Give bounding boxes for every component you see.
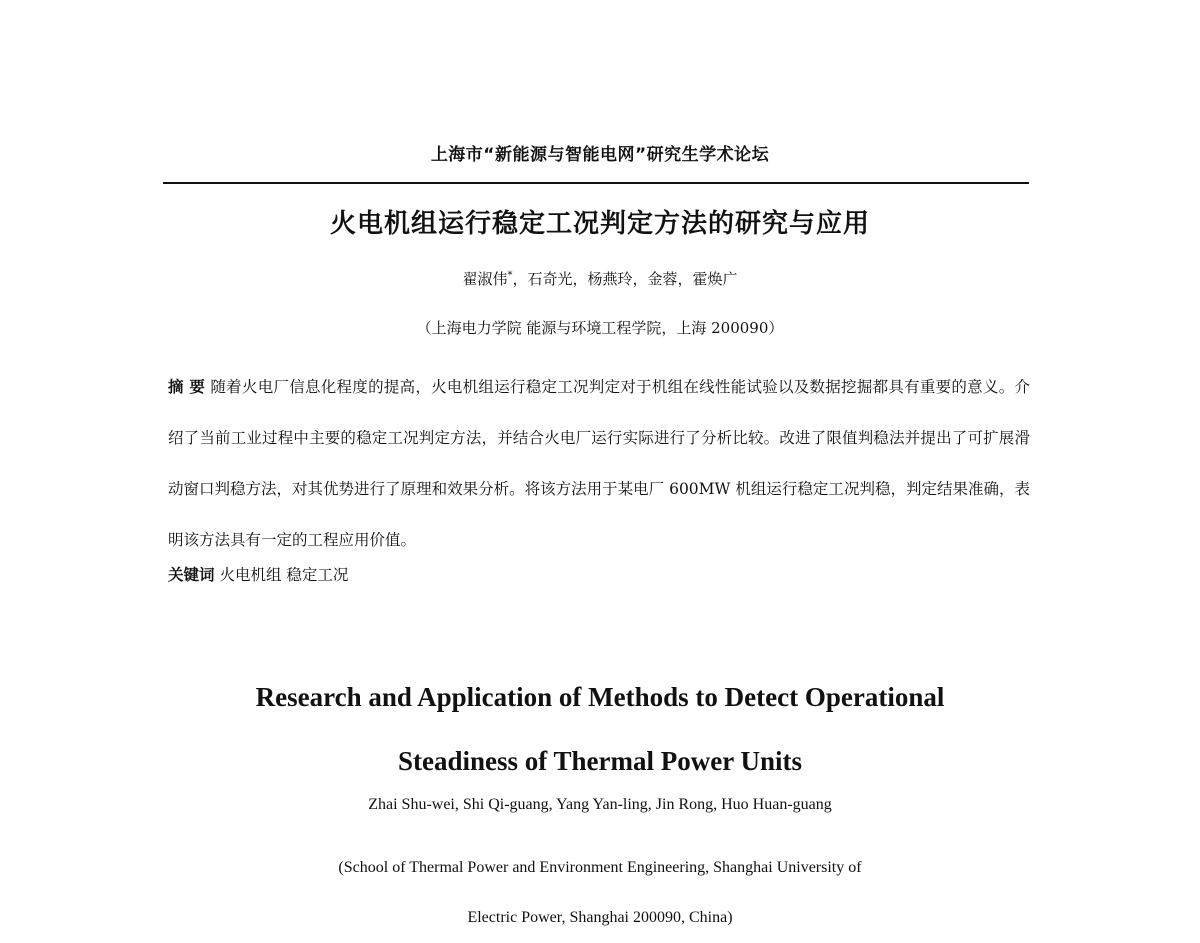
- abstract-label: 摘 要: [168, 378, 206, 396]
- keywords-label: 关键词: [168, 566, 215, 584]
- affiliation-en-line2: Electric Power, Shanghai 200090, China): [467, 909, 733, 926]
- abstract-cn: [168, 362, 1030, 566]
- paper-title-en: [0, 665, 1200, 793]
- paper-title-cn: 火电机组运行稳定工况判定方法的研究与应用: [329, 209, 870, 239]
- authors-en: Zhai Shu-wei, Shi Qi-guang, Yang Yan-ling, Jin Rong, Huo Huan-guang: [368, 796, 832, 813]
- affiliation-cn: （上海电力学院 能源与环境工程学院，上海 200090）: [416, 319, 784, 337]
- abstract-text: 随着火电厂信息化程度的提高，火电机组运行稳定工况判定对于机组在线性能试验以及数据挖掘都具有重要的意义。介绍了当前工业过程中主要的稳定工况判定方法，并结合火电厂运行实际进行了分析比较。改进了限值判稳法并提出了可扩展滑动窗口判稳方法，对其优势进行了原理和效果分析。将该方法用于某电厂 600MW 机组运行稳定工况判稳，判定结果准确，表明该方法具有一定的工程应用价值。: [168, 378, 1030, 549]
- forum-header: 上海市“新能源与智能电网”研究生学术论坛: [430, 145, 770, 165]
- authors-rest-cn: ，石奇光，杨燕玲，金蓉，霍焕广: [512, 270, 738, 288]
- authors-cn: [0, 268, 1200, 289]
- title-en-line2: Steadiness of Thermal Power Units: [398, 746, 802, 776]
- affiliation-en-line1: (School of Thermal Power and Environment Engineering, Shanghai University of: [338, 859, 862, 876]
- keywords-cn: [168, 563, 348, 585]
- author-first-cn: 翟淑伟: [462, 270, 508, 288]
- affiliation-en: [0, 843, 1200, 943]
- corresponding-mark: *: [507, 270, 513, 281]
- title-en-line1: Research and Application of Methods to Detect Operational: [255, 682, 945, 712]
- keywords-text: 火电机组 稳定工况: [219, 566, 349, 584]
- header-rule: [163, 182, 1029, 184]
